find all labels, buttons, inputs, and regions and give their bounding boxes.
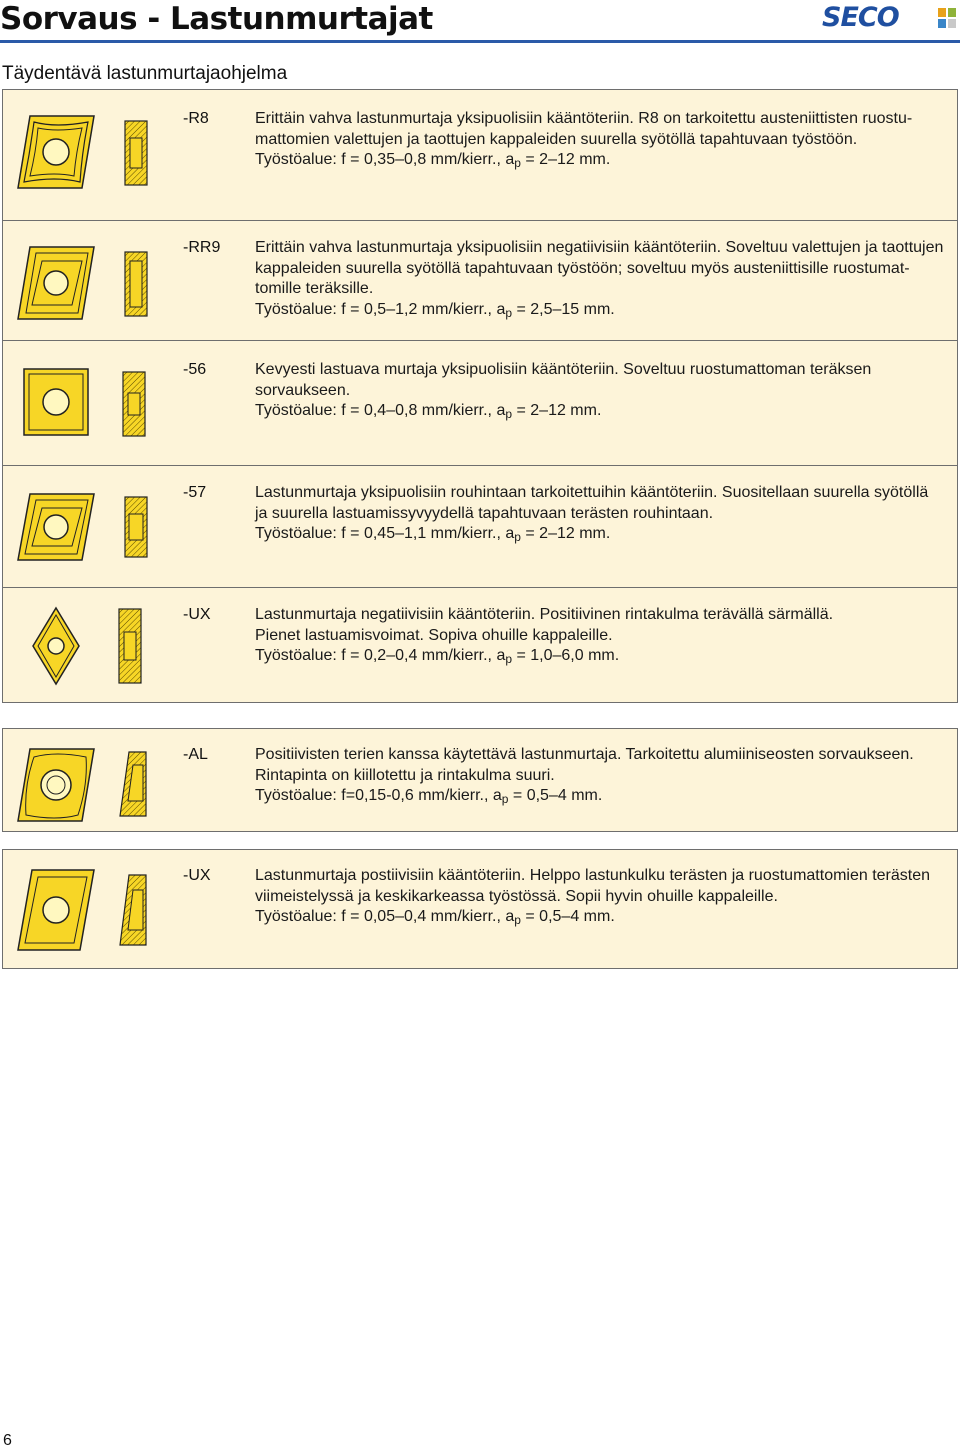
machining-range [255,786,951,810]
description-line: Kevyesti lastuava murtaja yksipuolisiin kääntöteriin. Soveltuu ruostumattoman teräksen [255,361,872,378]
range-subscript: p [514,913,521,927]
machining-range [255,646,951,670]
insert-side-view-icon [119,751,147,817]
chipbreaker-code: -UX [183,606,211,623]
range-subscript: p [505,305,513,320]
description-line: Lastunmurtaja negatiivisiin kääntöteriin. Positiivinen rintakulma terävällä särmällä. [255,606,834,623]
chipbreaker-row-al [3,729,957,831]
page-title: Sorvaus - Lastunmurtajat [0,1,433,37]
range-value: = 2,5–15 mm. [512,300,615,318]
range-subscript: p [514,156,521,170]
range-subscript: p [501,792,509,806]
chipbreaker-code: -R8 [183,110,209,127]
range-text: Työstöalue: f=0,15-0,6 mm/kierr., a [255,787,502,804]
page-number: 6 [3,1432,12,1449]
insert-top-view-icon [31,606,81,686]
machining-range [255,907,951,931]
range-value: = 0,5–4 mm. [520,908,615,925]
chipbreaker-row-56 [3,340,957,466]
description-line: Rintapinta on kiillotettu ja rintakulma suuri. [255,766,555,784]
range-value: = 2–12 mm. [520,151,611,168]
chipbreaker-panel-al [2,728,958,832]
description-line: sorvaukseen. [255,381,351,399]
insert-top-view-icon [16,492,96,562]
description-line: Erittäin vahva lastunmurtaja yksipuolisiin kääntöteriin. R8 on tarkoitettu austeniittisten ruostu- [255,110,913,127]
range-value: = 2–12 mm. [512,402,602,419]
range-text: Työstöalue: f = 0,4–0,8 mm/kierr., a [255,402,506,419]
range-text: Työstöalue: f = 0,45–1,1 mm/kierr., a [255,525,515,542]
section-subtitle: Täydentävä lastunmurtajaohjelma [2,63,288,84]
chipbreaker-panel-1 [2,89,958,703]
range-value: = 2–12 mm. [520,525,611,542]
chipbreaker-row-r8 [3,90,957,220]
description-line: tomille teräksille. [255,280,374,297]
range-subscript: p [505,407,513,421]
description-line: kappaleiden suurella syötöllä tapahtuvaan työstöön; soveltuu myös austeniittisille ruostumat- [255,259,910,277]
insert-side-view-icon [124,251,148,317]
insert-top-view-icon [16,745,96,825]
range-value: = 0,5–4 mm. [508,787,603,804]
chipbreaker-description [255,238,951,323]
insert-side-view-icon [124,120,148,186]
insert-top-view-icon [16,243,96,323]
machining-range [255,300,951,324]
range-subscript: p [514,530,521,544]
chipbreaker-description [255,866,951,931]
page-header [0,0,960,44]
description-line: Lastunmurtaja postiivisiin kääntöteriin. Helppo lastunkulku terästen ja ruostumattomien terästen [255,867,931,884]
range-text: Työstöalue: f = 0,05–0,4 mm/kierr., a [255,908,515,925]
range-text: Työstöalue: f = 0,2–0,4 mm/kierr., a [255,647,506,664]
description-line: viimeistelyssä ja keskikarkeassa työstössä. Sopii hyvin ohuille kappaleille. [255,887,778,905]
range-subscript: p [505,652,513,666]
insert-top-view-icon [22,367,90,437]
chipbreaker-row-ux-positive [3,850,957,968]
brand-name: SECO [822,2,899,33]
header-rule [0,40,960,43]
chipbreaker-row-rr9 [3,220,957,341]
chipbreaker-description [255,745,951,810]
insert-top-view-icon [16,112,96,192]
insert-side-view-icon [118,608,142,684]
range-text: Työstöalue: f = 0,35–0,8 mm/kierr., a [255,151,515,168]
description-line: Positiivisten terien kanssa käytettävä lastunmurtaja. Tarkoitettu alumiiniseosten sorvaukseen. [255,746,914,763]
chipbreaker-row-ux [3,587,957,703]
description-line: Pienet lastuamisvoimat. Sopiva ohuille kappaleille. [255,626,613,644]
machining-range [255,401,951,425]
insert-side-view-icon [122,371,146,437]
insert-top-view-icon [16,868,96,952]
description-line: mattomien valettujen ja taottujen kappaleiden suurella syötöllä tapahtuvaan työstöön. [255,130,858,148]
chipbreaker-panel-ux-positive [2,849,958,969]
machining-range [255,150,951,174]
insert-side-view-icon [119,874,147,946]
insert-side-view-icon [124,496,148,558]
chipbreaker-code: -57 [183,484,207,501]
description-line: Lastunmurtaja yksipuolisiin rouhintaan tarkoitettuihin kääntöteriin. Suositellaan suurella syötöllä [255,484,929,501]
chipbreaker-row-57 [3,465,957,588]
chipbreaker-description [255,483,951,548]
description-line: ja suurella lastuamissyvyydellä tapahtuvaan terästen rouhintaan. [255,504,714,522]
chipbreaker-code: -AL [183,746,208,763]
logo-squares-icon [938,8,956,28]
chipbreaker-description [255,360,951,425]
range-text: Työstöalue: f = 0,5–1,2 mm/kierr., a [255,300,506,318]
machining-range [255,524,951,548]
description-line: Erittäin vahva lastunmurtaja yksipuolisiin negatiivisiin kääntöteriin. Soveltuu valettujen ja taottujen [255,239,944,256]
chipbreaker-code: -RR9 [183,239,221,256]
chipbreaker-code: -UX [183,867,211,884]
chipbreaker-description [255,109,951,174]
chipbreaker-code: -56 [183,361,207,378]
range-value: = 1,0–6,0 mm. [512,647,620,664]
seco-logo [822,2,956,33]
chipbreaker-description [255,605,951,670]
